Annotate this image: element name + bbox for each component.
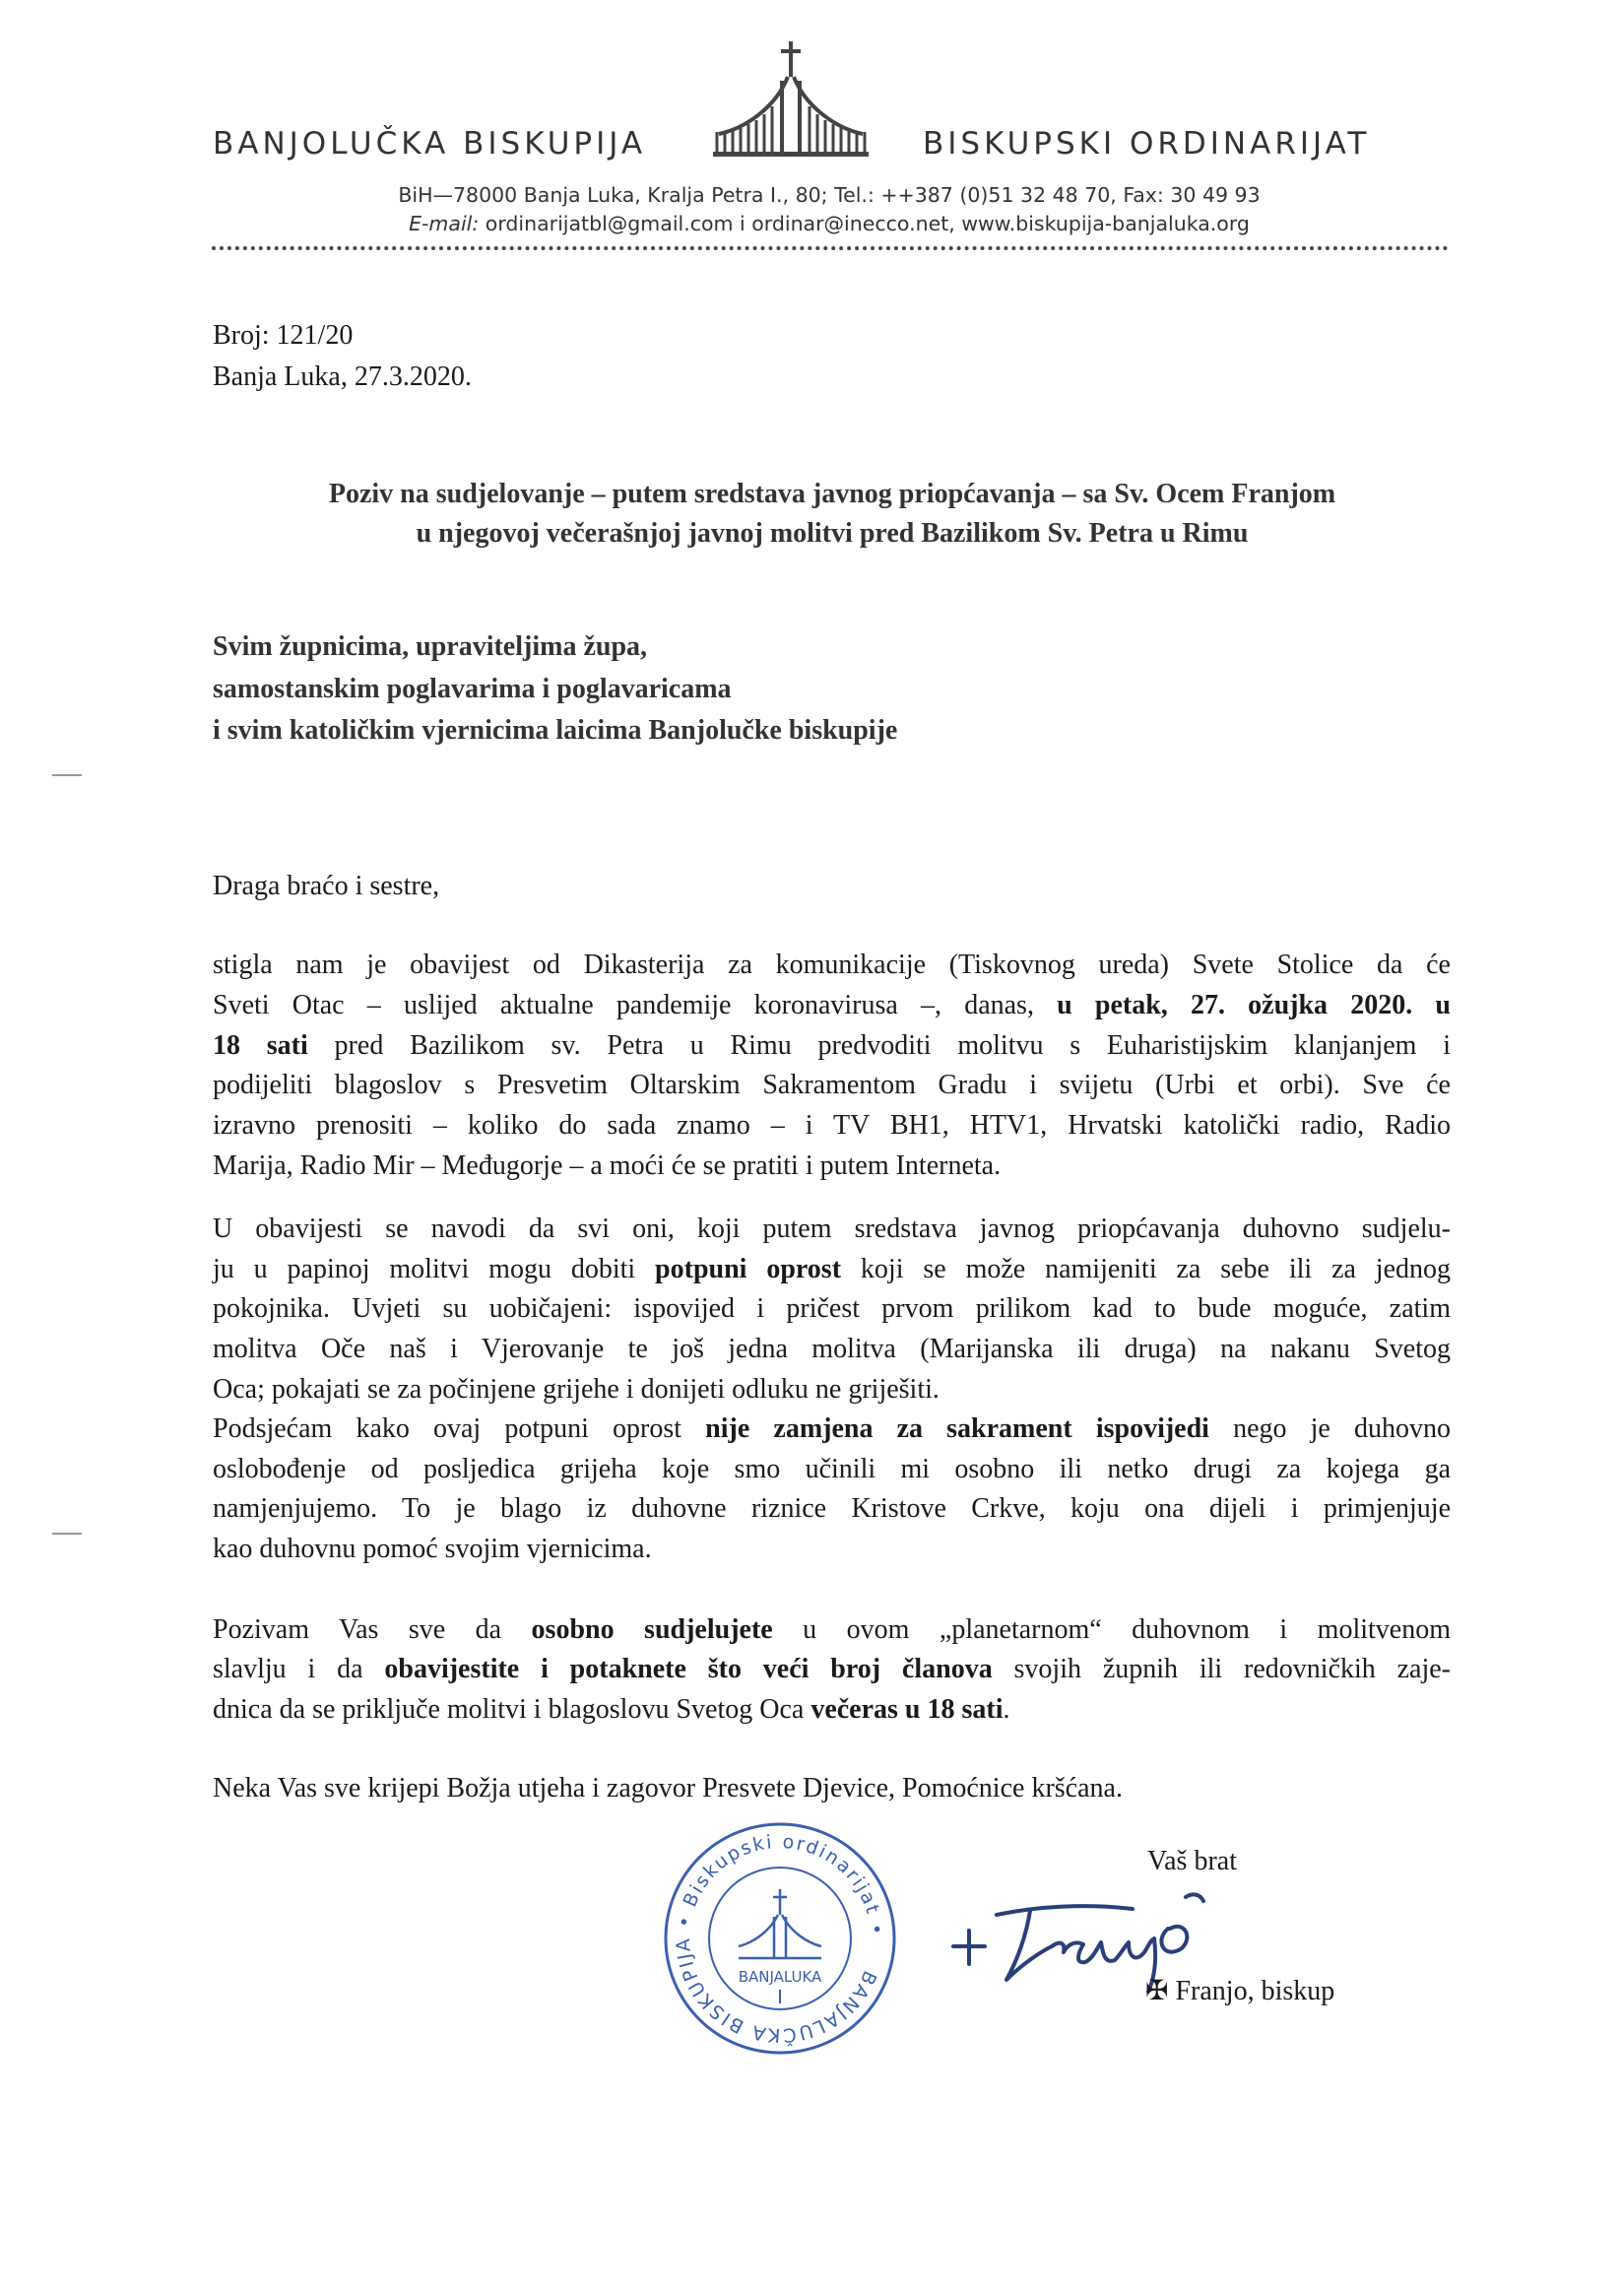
svg-text:BANJALUČKA BISKUPIJA • Biskups <box>662 1820 898 2057</box>
stamp-outer-text: BANJALUČKA BISKUPIJA • Biskupski ordinarijat • <box>672 1830 888 2047</box>
paragraph-line: izravno prenositi – koliko do sada znamo – i TV BH1, HTV1, Hrvatski katolički radio, Radio <box>213 1110 1451 1141</box>
letterhead-address: BiH—78000 Banja Luka, Kralja Petra I., 80; Tel.: ++387 (0)51 32 48 70, Fax: 30 49 93 <box>398 183 1261 207</box>
greeting: Draga braćo i sestre, <box>213 871 440 901</box>
text-run: Sveti Otac – uslijed aktualne pandemije koronavirusa –, danas, <box>213 990 1058 1020</box>
addressee-line-1: Svim župnicima, upraviteljima župa, <box>213 631 648 662</box>
email-label: E-mail: <box>409 212 480 235</box>
signer-name: ✠ Franjo, biskup <box>1145 1976 1335 2006</box>
text-run: u ovom „planetarnom“ duhovnom i molitvenom <box>772 1614 1451 1645</box>
paragraph-line: oslobođenje od posljedica grijeha koje smo učinili mi osobno ili netko drugi za kojega ga <box>213 1454 1451 1484</box>
paragraph-line <box>213 1028 1451 1066</box>
letterhead-contact <box>213 212 1446 235</box>
paragraph-line: kao duhovnu pomoć svojim vjernicima. <box>213 1534 652 1564</box>
paragraph-line <box>213 1252 1451 1289</box>
closing-blessing: Neka Vas sve krijepi Božja utjeha i zagovor Presvete Djevice, Pomoćnice kršćana. <box>213 1773 1123 1804</box>
paragraph-line <box>213 1411 1451 1449</box>
stamp-inner-text: BANJALUKA <box>738 1968 822 1986</box>
paragraph-line: namjenjujemo. To je blago iz duhovne riznice Kristove Crkve, koju ona dijeli i primjenjuje <box>213 1493 1451 1524</box>
text-run: svojih župnih ili redovničkih zaje- <box>992 1654 1452 1684</box>
letter-title-line-1: Poziv na sudjelovanje – putem sredstava javnog priopćavanja – sa Sv. Ocem Franjom <box>328 479 1336 509</box>
text-run: Pozivam Vas sve da <box>213 1614 532 1645</box>
paragraph-line: U obavijesti se navodi da svi oni, koji putem sredstava javnog priopćavanja duhovno sudjelu- <box>213 1214 1451 1244</box>
paragraph-line: Marija, Radio Mir – Međugorje – a moći će se pratiti i putem Interneta. <box>213 1150 1002 1181</box>
signoff: Vaš brat <box>1147 1846 1237 1876</box>
paragraph-line: stigla nam je obavijest od Dikasterija za komunikacije (Tiskovnog ureda) Svete Stolice da će <box>213 950 1451 980</box>
text-run: . <box>1003 1694 1010 1725</box>
paragraph-line: Oca; pokajati se za počinjene grijehe i donijeti odluku ne griješiti. <box>213 1374 940 1405</box>
paragraph-line: molitva Oče naš i Vjerovanje te još jedna molitva (Marijanska ili druga) na nakanu Svetog <box>213 1334 1451 1364</box>
paragraph-line: pokojnika. Uvjeti su uobičajeni: ispovijed i pričest prvom prilikom kad to bude moguće, zatim <box>213 1293 1451 1324</box>
text-run: pred Bazilikom sv. Petra u Rimu predvoditi molitvu s Euharistijskim klanjanjem i <box>307 1030 1451 1061</box>
addressee-line-3: i svim katoličkim vjernicima laicima Banjolučke biskupije <box>213 715 898 746</box>
official-stamp <box>662 1820 898 2057</box>
letterhead-divider <box>212 246 1449 250</box>
text-run: dnica da se priključe molitvi i blagoslovu Svetog Oca <box>213 1694 811 1725</box>
paragraph-line <box>213 988 1451 1025</box>
emphasis-indulgence: potpuni oprost <box>655 1254 842 1284</box>
emphasis-inform: obavijestite i potaknete što veći broj članova <box>384 1654 993 1684</box>
addressee-line-2: samostanskim poglavarima i poglavaricama <box>213 674 732 704</box>
place-and-date: Banja Luka, 27.3.2020. <box>213 361 472 392</box>
paragraph-line <box>213 1692 1451 1730</box>
letter-title-line-2: u njegovoj večerašnjoj javnoj molitvi pred Bazilikom Sv. Petra u Rimu <box>416 518 1249 549</box>
margin-mark <box>52 774 82 776</box>
email-addresses: ordinarijatbl@gmail.com i ordinar@inecco.net, www.biskupija-banjaluka.org <box>479 212 1250 235</box>
letterhead-right-title: BISKUPSKI ORDINARIJAT <box>923 126 1371 162</box>
emphasis-not-substitute: nije zamjena za sakrament ispovijedi <box>705 1413 1209 1444</box>
emphasis-date: u petak, 27. ožujka 2020. u <box>1057 990 1451 1020</box>
diocese-logo-icon <box>707 37 875 164</box>
emphasis-time: 18 sati <box>213 1030 308 1061</box>
margin-mark <box>52 1533 82 1535</box>
paragraph-line <box>213 1612 1451 1650</box>
text-run: ju u papinoj molitvi mogu dobiti <box>213 1254 656 1284</box>
emphasis-tonight: večeras u 18 sati <box>810 1694 1004 1725</box>
text-run: Podsjećam kako ovaj potpuni oprost <box>213 1413 706 1444</box>
emphasis-participate: osobno sudjelujete <box>531 1614 773 1645</box>
paragraph-line: podijeliti blagoslov s Presvetim Oltarskim Sakramentom Gradu i svijetu (Urbi et orbi). Sve će <box>213 1070 1451 1100</box>
text-run: nego je duhovno <box>1208 1413 1451 1444</box>
paragraph-line <box>213 1652 1451 1689</box>
letterhead-left-title: BANJOLUČKA BISKUPIJA <box>213 126 647 162</box>
reference-number: Broj: 121/20 <box>213 320 354 351</box>
text-run: slavlju i da <box>213 1654 385 1684</box>
text-run: koji se može namijeniti za sebe ili za jednog <box>841 1254 1452 1284</box>
